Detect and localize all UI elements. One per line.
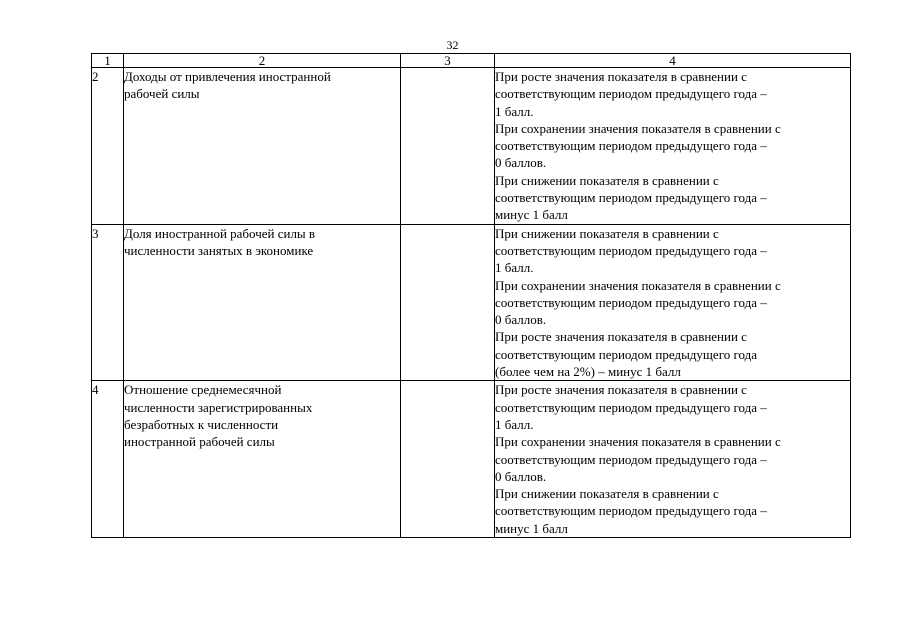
table-row (92, 381, 851, 538)
scoring-criteria-line: При сохранении значения показателя в сравнении с (495, 277, 781, 293)
scoring-criteria-line: При росте значения показателя в сравнении с (495, 329, 747, 345)
scoring-criteria-line: 0 баллов. (495, 312, 547, 328)
scoring-criteria-line: При снижении показателя в сравнении с (495, 172, 719, 188)
scoring-criteria-line: 0 баллов. (495, 468, 547, 484)
column-3-cell (401, 68, 495, 225)
table-body (92, 68, 851, 538)
page-number: 32 (446, 38, 459, 52)
column-header-4: 4 (495, 54, 851, 68)
scoring-criteria-line: При росте значения показателя в сравнении с (495, 69, 747, 84)
indicator-name-line: численности занятых в экономике (124, 242, 314, 258)
column-header-1: 1 (92, 54, 124, 68)
scoring-criteria-line: минус 1 балл (495, 520, 568, 536)
indicator-name-line: численности зарегистрированных (124, 399, 313, 415)
scoring-criteria-line: При сохранении значения показателя в сравнении с (495, 434, 781, 450)
column-header-2: 2 (124, 54, 401, 68)
scoring-criteria-line: соответствующим периодом предыдущего года – (495, 86, 767, 102)
scoring-criteria-line: При сохранении значения показателя в сравнении с (495, 120, 781, 136)
scoring-criteria-line: При снижении показателя в сравнении с (495, 486, 719, 502)
row-number-cell: 2 (92, 68, 124, 225)
scoring-criteria-line: При снижении показателя в сравнении с (495, 225, 719, 241)
table-row (92, 224, 851, 381)
column-3-cell (401, 381, 495, 538)
scoring-criteria-line: соответствующим периодом предыдущего года – (495, 242, 767, 258)
scoring-criteria-line: соответствующим периодом предыдущего года – (495, 451, 767, 467)
indicator-name-line: иностранной рабочей силы (124, 434, 275, 450)
indicator-name-line: Отношение среднемесячной (124, 382, 282, 398)
criteria-table (91, 53, 851, 538)
scoring-criteria-line: 1 балл. (495, 416, 534, 432)
row-number-cell: 3 (92, 224, 124, 381)
scoring-criteria-line: соответствующим периодом предыдущего года – (495, 138, 767, 154)
scoring-criteria-line: 0 баллов. (495, 155, 547, 171)
scoring-criteria-line: соответствующим периодом предыдущего года – (495, 399, 767, 415)
scoring-criteria-line: соответствующим периодом предыдущего года – (495, 503, 767, 519)
indicator-name-cell (124, 381, 401, 538)
indicator-name-line: безработных к численности (124, 416, 279, 432)
table-row (92, 68, 851, 225)
scoring-criteria-cell (495, 381, 851, 538)
indicator-name-cell (124, 224, 401, 381)
indicator-name-cell (124, 68, 401, 225)
scoring-criteria-line: 1 балл. (495, 103, 534, 119)
scoring-criteria-line: 1 балл. (495, 260, 534, 276)
scoring-criteria-line: соответствующим периодом предыдущего года – (495, 190, 767, 206)
row-number-cell: 4 (92, 381, 124, 538)
column-3-cell (401, 224, 495, 381)
indicator-name-line: рабочей силы (124, 86, 200, 102)
scoring-criteria-cell (495, 68, 851, 225)
scoring-criteria-line: минус 1 балл (495, 207, 568, 223)
table-header-row (92, 54, 851, 68)
scoring-criteria-line: соответствующим периодом предыдущего года – (495, 294, 767, 310)
scoring-criteria-line: соответствующим периодом предыдущего года (495, 346, 757, 362)
indicator-name-line: Доходы от привлечения иностранной (124, 69, 331, 84)
scoring-criteria-line: При росте значения показателя в сравнении с (495, 382, 747, 398)
scoring-criteria-cell (495, 224, 851, 381)
column-header-3: 3 (401, 54, 495, 68)
scoring-criteria-line: (более чем на 2%) – минус 1 балл (495, 364, 681, 380)
indicator-name-line: Доля иностранной рабочей силы в (124, 225, 316, 241)
